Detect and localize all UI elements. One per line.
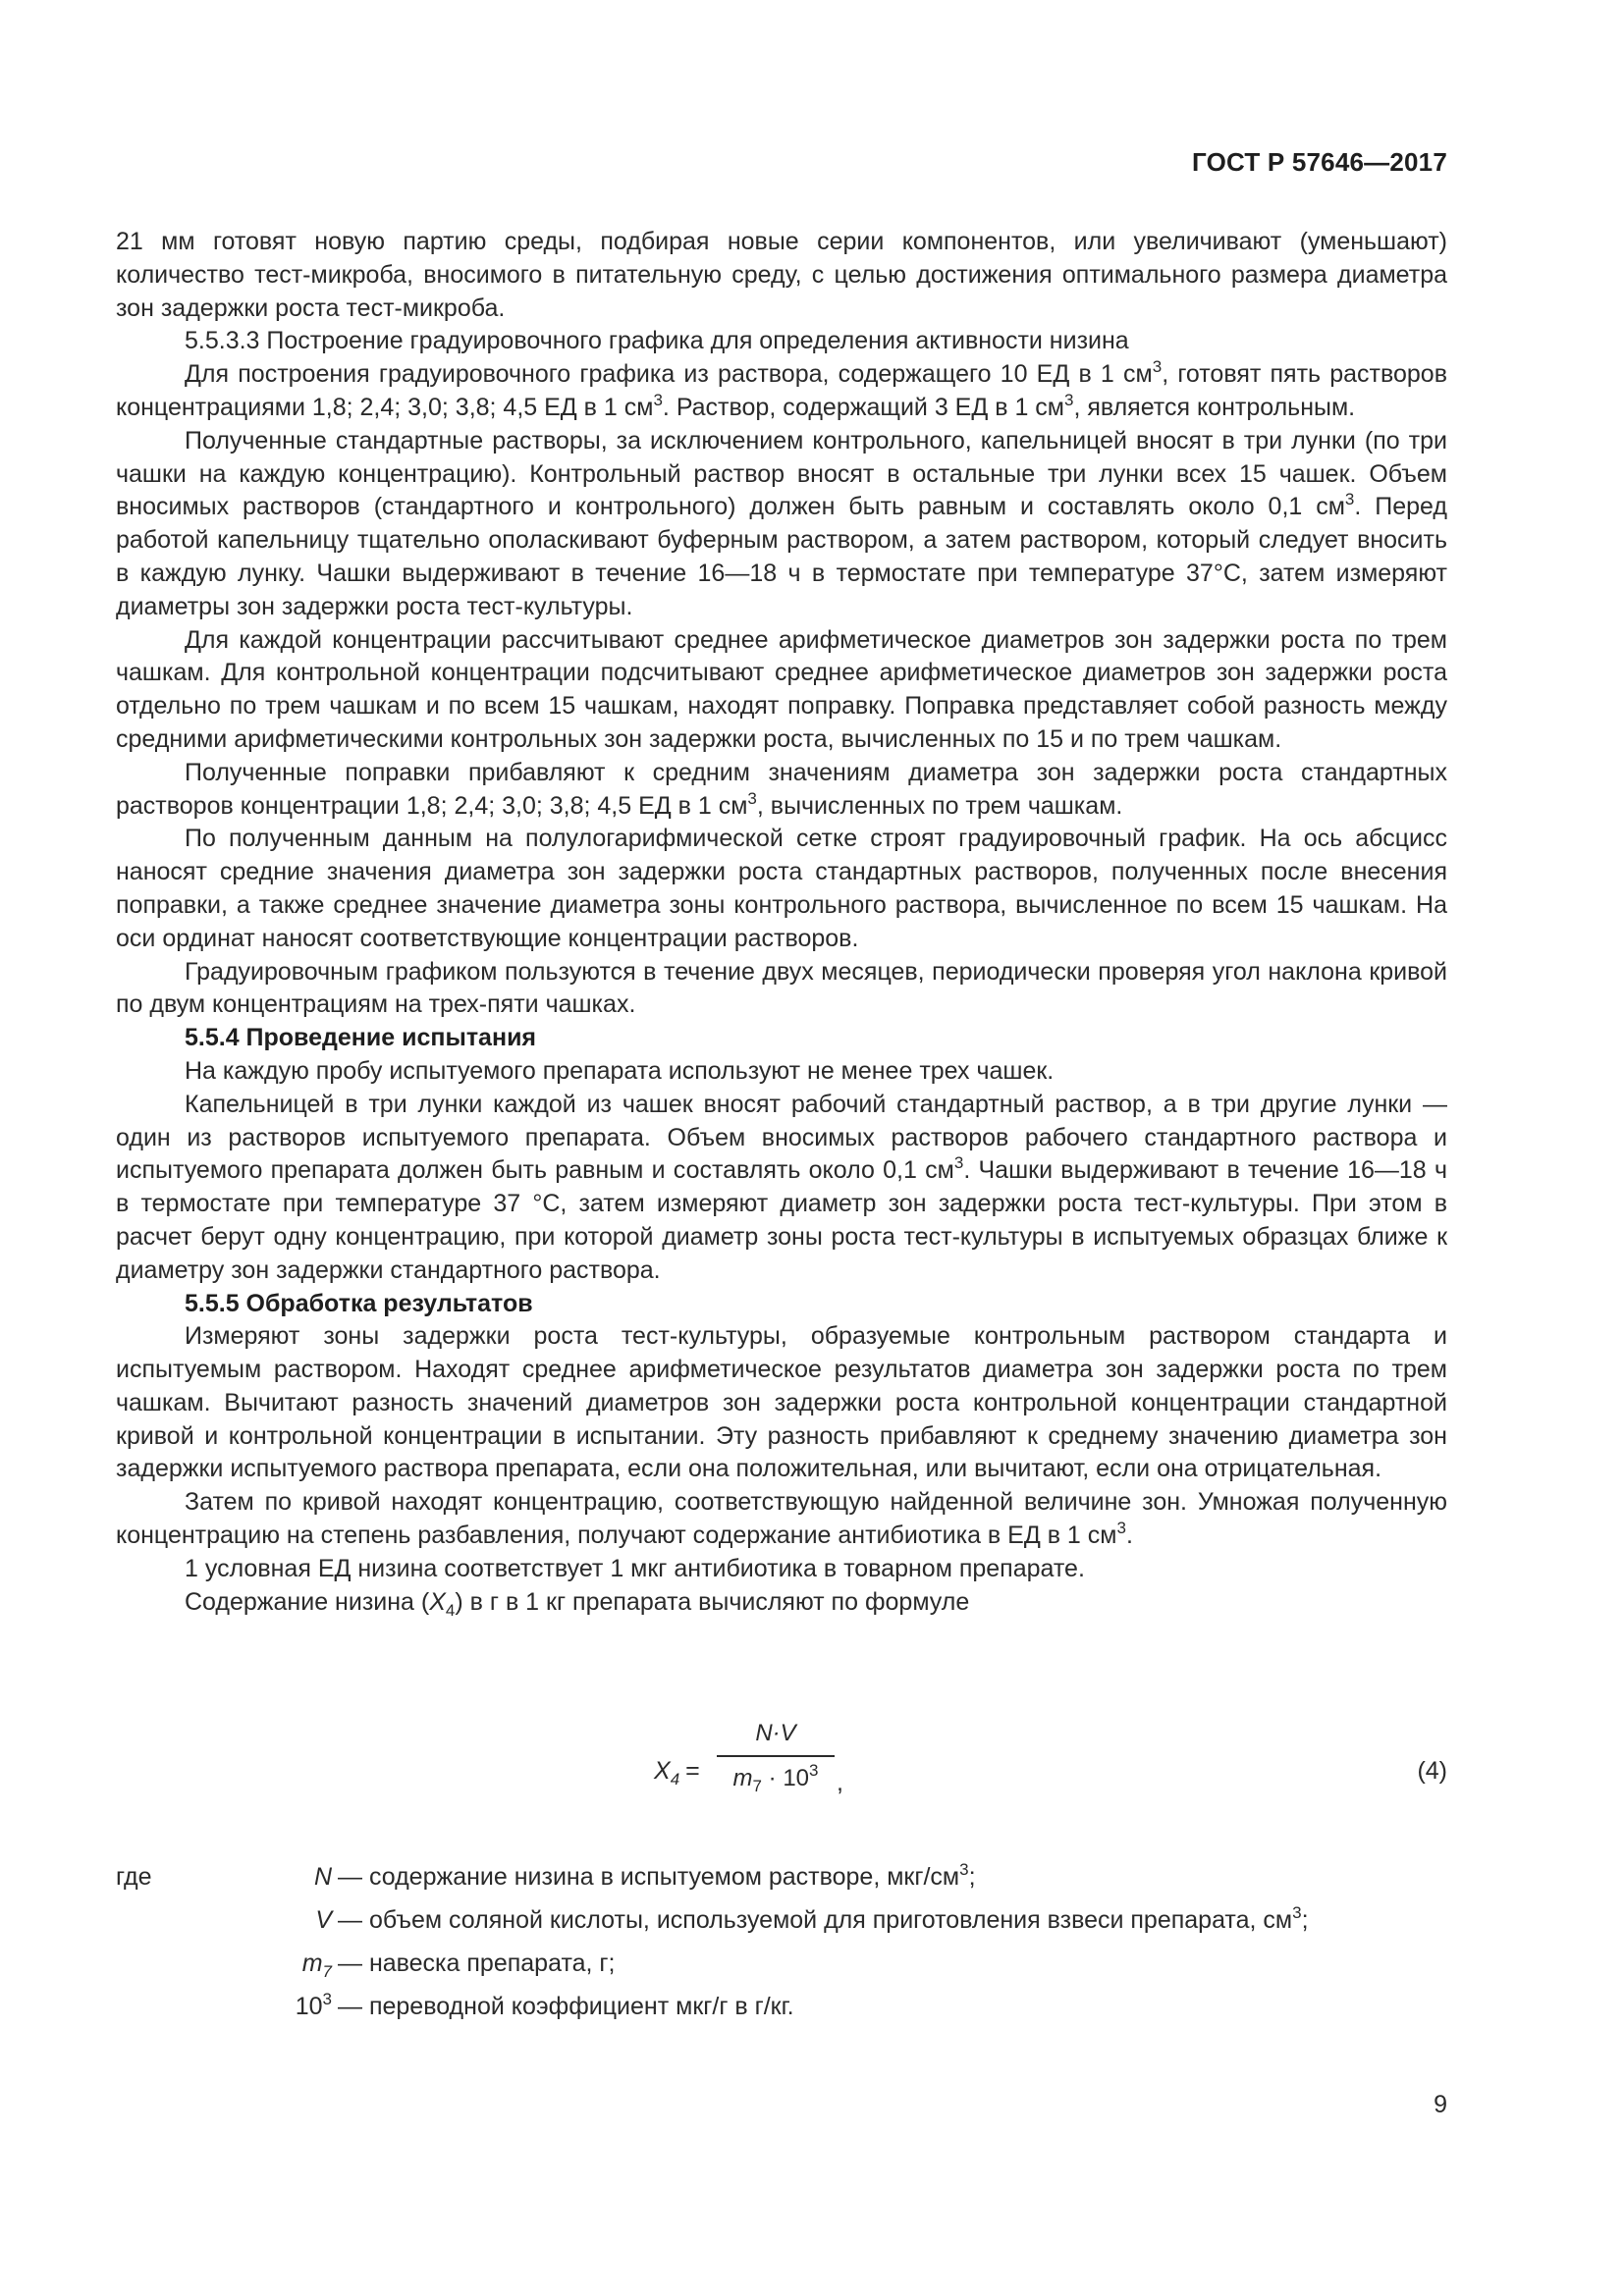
definition-row [116,1985,1447,2028]
definition-text: — навеска препарата, г; [338,1949,616,1977]
definition-symbol: V [315,1906,332,1934]
paragraph: Содержание низина $(X_4)$ в г в 1 кг препарата вычисляют по формуле [185,1587,970,1620]
section-heading-5-5-4: 5.5.4 Проведение испытания [185,1024,537,1052]
paragraph: Полученные поправки прибавляют к средним значениям диаметра зон задержки роста стандартных растворов концентрации 1,8; 2,4; 3,0; 3,8; 4,5 ЕД в 1 $см^3$, вычисленных по трем чашкам. [116,758,1447,820]
formula-comma: , [837,1769,843,1796]
definition-symbol: N [313,1863,332,1891]
paragraph: Измеряют зоны задержки роста тест-культуры, образуемые контрольным раствором стандарта и испытуемым раствором. Находят среднее арифметическое результатов диаметра зон задержки роста по трем чашкам. Вычитают разность значений диаметров зон задержки роста контрольной концентрации стандартной кривой и контрольной концентрации в испытании. Эту разность прибавляют к среднему значению диаметра зон задержки испытуемого раствора препарата, если она положительная, или вычитают, если она отрицательная. [116,1322,1447,1483]
body-text [116,226,1447,1619]
formula-lhs: $X_4$ = [654,1757,700,1789]
fraction-bar [717,1755,835,1757]
definition-row [116,1898,1447,1942]
definition-symbol: $10^3$ [295,1990,332,2020]
definition-text: — содержание низина в испытуемом растворе, мкг/$см^3$; [338,1860,976,1891]
paragraph: Полученные стандартные растворы, за исключением контрольного, капельницей вносят в три лунки (по три чашки на каждую концентрацию). Контрольный раствор вносят в остальные три лунки всех 15 чашек. Объем вносимых растворов (стандартного и контрольного) должен быть равным и составлять около 0,1 $см^3$. Перед работой капельницу тщательно ополаскивают буферным раствором, а затем раствором, который следует вносить в каждую лунку. Чашки выдерживают в течение 16—18 ч в термостате при температуре 37°С, затем измеряют диаметры зон задержки роста тест-культуры. [116,426,1447,620]
definition-symbol: $m_7$ [301,1949,332,1981]
definition-text: — объем соляной кислоты, используемой для приготовления взвеси препарата, $см^3$; [338,1903,1309,1934]
definition-row [116,1942,1447,1985]
formula-4 [116,1716,1447,1824]
paragraph: Капельницей в три лунки каждой из чашек вносят рабочий стандартный раствор, а в три другие лунки — один из растворов испытуемого препарата. Объем вносимых растворов рабочего стандартного раствора и испытуемого препарата должен быть равным и составлять около 0,1 $см^3$. Чашки выдерживают в течение 16—18 ч в термостате при температуре 37 °С, затем измеряют диаметр зон задержки роста тест-культуры. При этом в расчет берут одну концентрацию, при которой диаметр зоны роста тест-культуры в испытуемых образцах ближе к диаметру зон задержки стандартного раствора. [116,1090,1447,1284]
paragraph: Затем по кривой находят концентрацию, соответствующую найденной величине зон. Умножая полученную концентрацию на степень разбавления, получают содержание антибиотика в ЕД в 1 $см^3$. [116,1488,1447,1550]
subsection-title-5-5-3-3: 5.5.3.3 Построение градуировочного графика для определения активности низина [185,327,1129,355]
paragraph: 21 мм готовят новую партию среды, подбирая новые серии компонентов, или увеличивают (уменьшают) количество тест-микроба, вносимого в питательную среду, с целью достижения оптимального размера диаметра зон задержки роста тест-микроба. [116,228,1447,322]
standard-code-header: ГОСТ Р 57646—2017 [1192,147,1447,177]
section-heading-5-5-5: 5.5.5 Обработка результатов [185,1289,533,1317]
page-number: 9 [1434,2091,1447,2118]
paragraph: На каждую пробу испытуемого препарата используют не менее трех чашек. [185,1056,1055,1085]
paragraph: 1 условная ЕД низина соответствует 1 мкг антибиотика в товарном препарате. [185,1554,1085,1582]
formula-fraction [717,1716,835,1796]
formula-denominator: $m_7 \cdot 10^3$ [732,1761,819,1795]
where-label: где [116,1863,152,1891]
paragraph: Для построения градуировочного графика из раствора, содержащего 10 ЕД в 1 $см^3$, готовят пять растворов концентрациями 1,8; 2,4; 3,0; 3,8; 4,5 ЕД в 1 $см^3$. Раствор, содержащий 3 ЕД в 1 $см^3$, является контрольным. [116,357,1447,421]
formula-number: (4) [1417,1757,1447,1785]
definition-row [116,1855,1447,1898]
formula-numerator: N·V [755,1720,796,1746]
paragraph: Для каждой концентрации рассчитывают среднее арифметическое диаметров зон задержки роста по трем чашкам. Для контрольной концентрации подсчитывают среднее арифметическое диаметров зон задержки роста отдельно по трем чашкам и по всем 15 чашкам, находят поправку. Поправка представляет собой разность между средними арифметическими контрольных зон задержки роста, вычисленных по 15 и по трем чашкам. [116,625,1447,753]
paragraph: По полученным данным на полулогарифмической сетке строят градуировочный график. На ось абсцисс наносят средние значения диаметра зон задержки роста стандартных растворов, полученных после внесения поправки, а также среднее значение диаметра зоны контрольного раствора, вычисленное по всем 15 чашкам. На оси ординат наносят соответствующие концентрации растворов. [116,825,1447,952]
definition-text: — переводной коэффициент мкг/г в г/кг. [338,1993,794,2020]
paragraph: Градуировочным графиком пользуются в течение двух месяцев, периодически проверяя угол наклона кривой по двум концентрациям на трех-пяти чашках. [116,957,1447,1019]
formula-definitions [116,1855,1447,2028]
document-page [116,0,1447,2296]
